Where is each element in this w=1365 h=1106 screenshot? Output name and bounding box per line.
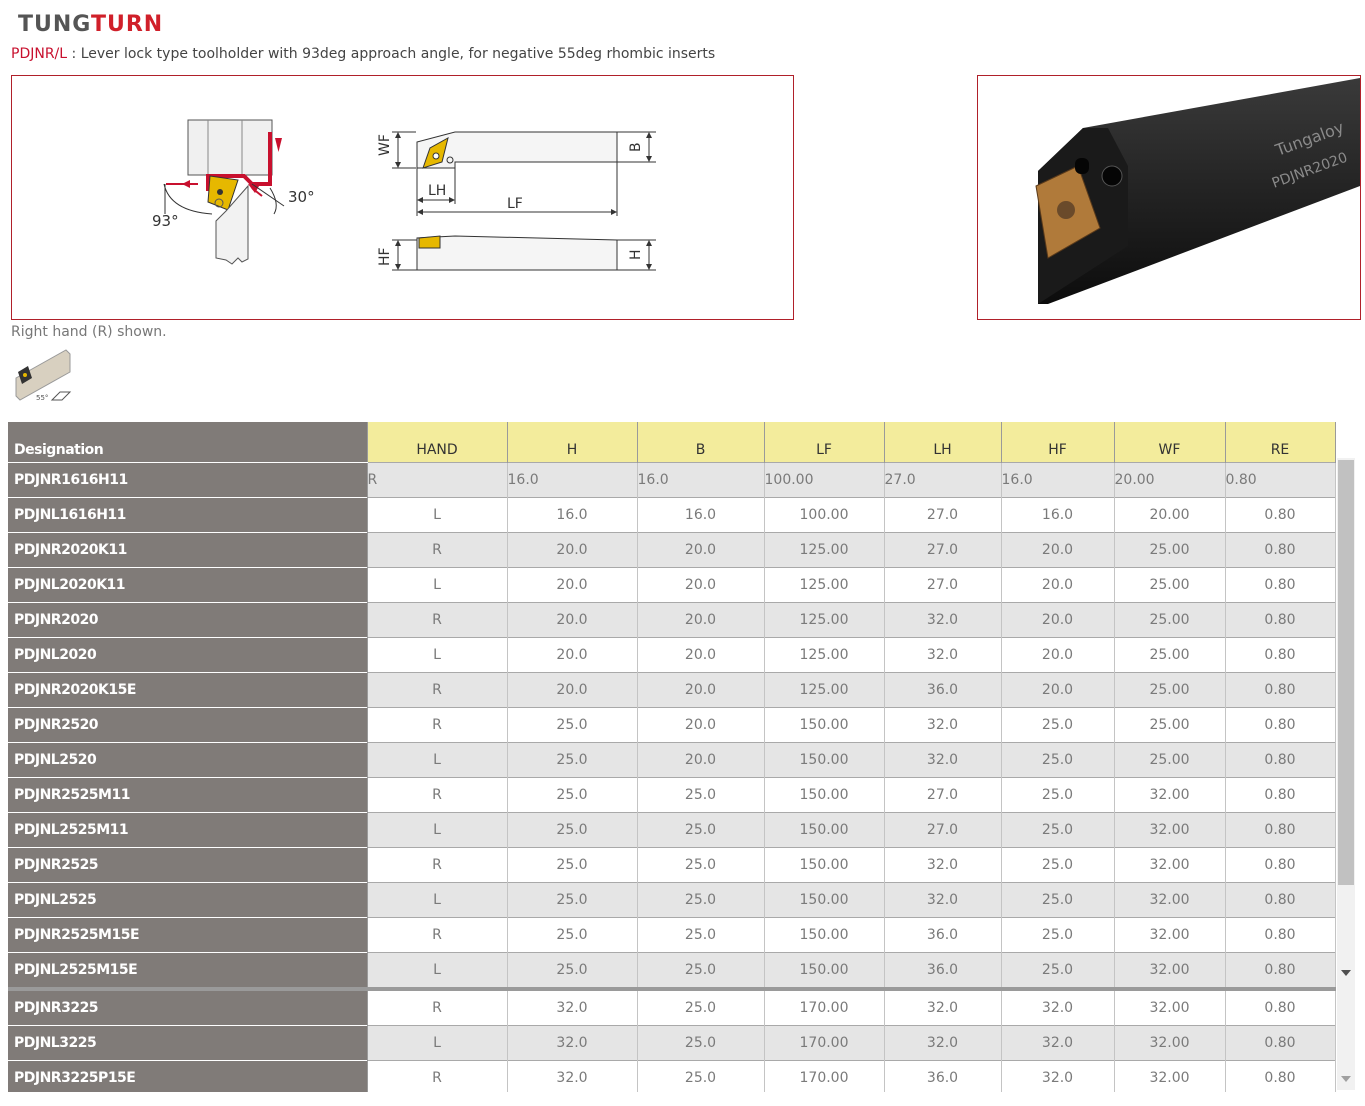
cell-re: 0.80 [1225, 708, 1335, 743]
cell-lf: 125.00 [764, 673, 884, 708]
cell-wf: 20.00 [1114, 463, 1225, 498]
cell-b: 20.0 [637, 568, 764, 603]
cell-b: 16.0 [637, 498, 764, 533]
cell-hf: 20.0 [1001, 673, 1114, 708]
cell-hf: 25.0 [1001, 778, 1114, 813]
cell-lh: 27.0 [884, 813, 1001, 848]
cell-wf: 32.00 [1114, 883, 1225, 918]
cell-lf: 150.00 [764, 883, 884, 918]
cell-wf: 25.00 [1114, 708, 1225, 743]
column-header-h: H [507, 422, 637, 463]
dim-lf-label: LF [507, 196, 523, 212]
cell-hand: R [367, 533, 507, 568]
cell-hf: 32.0 [1001, 989, 1114, 1026]
cell-b: 20.0 [637, 638, 764, 673]
cell-lh: 32.0 [884, 848, 1001, 883]
table-row[interactable] [8, 708, 1335, 743]
cell-hf: 25.0 [1001, 743, 1114, 778]
cell-h: 32.0 [507, 989, 637, 1026]
cell-hand: L [367, 813, 507, 848]
cell-hand: R [367, 778, 507, 813]
table-row[interactable] [8, 673, 1335, 708]
cell-b: 25.0 [637, 953, 764, 990]
cell-lh: 27.0 [884, 778, 1001, 813]
cell-hand: R [367, 603, 507, 638]
table-scrollbar-thumb[interactable] [1338, 460, 1354, 885]
cell-lh: 36.0 [884, 918, 1001, 953]
table-row[interactable] [8, 848, 1335, 883]
cell-re: 0.80 [1225, 848, 1335, 883]
cell-lh: 36.0 [884, 953, 1001, 990]
photo-brand: Tungaloy [1272, 117, 1347, 160]
cell-lh: 32.0 [884, 883, 1001, 918]
cell-re: 0.80 [1225, 673, 1335, 708]
product-photo [978, 76, 1360, 319]
cell-hf: 32.0 [1001, 1026, 1114, 1061]
cell-hand: R [367, 989, 507, 1026]
cell-lf: 125.00 [764, 568, 884, 603]
cell-hf: 25.0 [1001, 953, 1114, 990]
cell-lh: 36.0 [884, 1061, 1001, 1093]
brand-logo [18, 12, 163, 37]
cell-re: 0.80 [1225, 1061, 1335, 1093]
cell-hand: L [367, 743, 507, 778]
designation-cell: PDJNR2020 [8, 603, 367, 638]
hand-note: Right hand (R) shown. [11, 324, 167, 340]
designation-cell: PDJNL2525 [8, 883, 367, 918]
designation-cell: PDJNL2520 [8, 743, 367, 778]
designation-cell: PDJNL1616H11 [8, 498, 367, 533]
designation-cell: PDJNR2020K15E [8, 673, 367, 708]
logo-part2: TURN [90, 12, 164, 37]
table-row[interactable] [8, 533, 1335, 568]
cell-lh: 27.0 [884, 568, 1001, 603]
technical-drawing [12, 76, 793, 319]
designation-cell: PDJNR2525M15E [8, 918, 367, 953]
cell-h: 25.0 [507, 708, 637, 743]
cell-wf: 25.00 [1114, 533, 1225, 568]
column-header-designation: Designation [8, 422, 367, 463]
cell-lf: 150.00 [764, 708, 884, 743]
cell-hand: R [367, 848, 507, 883]
cell-h: 25.0 [507, 883, 637, 918]
approach-angle-label: 93° [152, 212, 179, 230]
cell-re: 0.80 [1225, 813, 1335, 848]
cell-lf: 150.00 [764, 918, 884, 953]
cell-lh: 27.0 [884, 533, 1001, 568]
cell-lf: 125.00 [764, 533, 884, 568]
cell-lf: 170.00 [764, 989, 884, 1026]
scroll-down-arrow-bottom-icon[interactable] [1341, 1076, 1351, 1082]
cell-lh: 32.0 [884, 1026, 1001, 1061]
cell-wf: 32.00 [1114, 1061, 1225, 1093]
cell-hf: 20.0 [1001, 533, 1114, 568]
cell-re: 0.80 [1225, 1026, 1335, 1061]
cell-wf: 25.00 [1114, 568, 1225, 603]
product-description: : Lever lock type toolholder with 93deg approach angle, for negative 55deg rhombic inserts [67, 46, 716, 62]
cell-b: 25.0 [637, 989, 764, 1026]
cell-h: 16.0 [507, 463, 637, 498]
designation-cell: PDJNL2020 [8, 638, 367, 673]
cell-b: 25.0 [637, 848, 764, 883]
cell-hf: 20.0 [1001, 603, 1114, 638]
table-row[interactable] [8, 1026, 1335, 1061]
table-body [8, 463, 1335, 1093]
cell-h: 25.0 [507, 848, 637, 883]
cell-hand: L [367, 638, 507, 673]
table-row[interactable] [8, 778, 1335, 813]
column-header-lf: LF [764, 422, 884, 463]
cell-lh: 32.0 [884, 989, 1001, 1026]
cell-h: 20.0 [507, 533, 637, 568]
cell-re: 0.80 [1225, 989, 1335, 1026]
product-code: PDJNR/L [11, 46, 68, 62]
cell-hf: 25.0 [1001, 708, 1114, 743]
cell-b: 20.0 [637, 743, 764, 778]
cell-hand: L [367, 568, 507, 603]
cell-h: 16.0 [507, 498, 637, 533]
dim-hf-label: HF [377, 247, 393, 266]
technical-drawing-panel [11, 75, 794, 320]
cell-lf: 150.00 [764, 953, 884, 990]
table-row[interactable] [8, 463, 1335, 498]
cell-wf: 25.00 [1114, 603, 1225, 638]
cell-lf: 125.00 [764, 638, 884, 673]
table-row[interactable] [8, 603, 1335, 638]
designation-cell: PDJNL2525M11 [8, 813, 367, 848]
cell-hand: R [367, 463, 507, 498]
designation-cell: PDJNR3225 [8, 989, 367, 1026]
table-row[interactable] [8, 638, 1335, 673]
dim-lh-label: LH [428, 183, 447, 199]
designation-cell: PDJNL2525M15E [8, 953, 367, 990]
table-row[interactable] [8, 813, 1335, 848]
lead-angle-label: 30° [288, 188, 315, 206]
designation-cell: PDJNL2020K11 [8, 568, 367, 603]
table-row[interactable] [8, 568, 1335, 603]
photo-model: PDJNR2020 [1269, 149, 1350, 192]
column-header-hf: HF [1001, 422, 1114, 463]
cell-lh: 36.0 [884, 673, 1001, 708]
logo-part1: TUNG [18, 12, 91, 37]
cell-lf: 150.00 [764, 743, 884, 778]
cell-lf: 170.00 [764, 1026, 884, 1061]
cell-re: 0.80 [1225, 498, 1335, 533]
table-row[interactable] [8, 953, 1335, 990]
cell-re: 0.80 [1225, 953, 1335, 990]
cell-lf: 150.00 [764, 848, 884, 883]
cell-wf: 32.00 [1114, 953, 1225, 990]
cell-wf: 32.00 [1114, 848, 1225, 883]
cell-lh: 27.0 [884, 498, 1001, 533]
column-header-hand: HAND [367, 422, 507, 463]
cell-lf: 100.00 [764, 498, 884, 533]
cell-lh: 32.0 [884, 743, 1001, 778]
cell-re: 0.80 [1225, 778, 1335, 813]
cell-hand: R [367, 1061, 507, 1093]
table-row[interactable] [8, 989, 1335, 1026]
cell-wf: 20.00 [1114, 498, 1225, 533]
table-row[interactable] [8, 498, 1335, 533]
cell-hf: 25.0 [1001, 813, 1114, 848]
thumb-angle-label: 55° [36, 394, 49, 402]
cell-hand: R [367, 918, 507, 953]
designation-cell: PDJNR3225P15E [8, 1061, 367, 1093]
cell-re: 0.80 [1225, 463, 1335, 498]
dim-wf-label: WF [377, 134, 393, 156]
cell-wf: 32.00 [1114, 989, 1225, 1026]
cell-re: 0.80 [1225, 743, 1335, 778]
cell-h: 25.0 [507, 918, 637, 953]
designation-cell: PDJNR2520 [8, 708, 367, 743]
cell-hf: 25.0 [1001, 848, 1114, 883]
cell-b: 25.0 [637, 918, 764, 953]
cell-re: 0.80 [1225, 533, 1335, 568]
cell-hf: 16.0 [1001, 498, 1114, 533]
table-header-row [8, 422, 1335, 463]
cell-hf: 32.0 [1001, 1061, 1114, 1093]
cell-wf: 32.00 [1114, 1026, 1225, 1061]
cell-b: 20.0 [637, 603, 764, 638]
spec-table-container[interactable] [8, 422, 1356, 1092]
cell-b: 25.0 [637, 778, 764, 813]
insert-thumbnail[interactable] [14, 348, 74, 406]
cell-hand: L [367, 953, 507, 990]
cell-b: 20.0 [637, 708, 764, 743]
cell-hf: 25.0 [1001, 883, 1114, 918]
cell-b: 25.0 [637, 1061, 764, 1093]
cell-h: 20.0 [507, 638, 637, 673]
cell-lf: 100.00 [764, 463, 884, 498]
cell-lf: 170.00 [764, 1061, 884, 1093]
dim-h-label: H [628, 249, 644, 260]
column-header-lh: LH [884, 422, 1001, 463]
scroll-down-arrow-icon[interactable] [1341, 970, 1351, 976]
cell-wf: 32.00 [1114, 813, 1225, 848]
cell-wf: 25.00 [1114, 638, 1225, 673]
cell-hand: L [367, 1026, 507, 1061]
designation-cell: PDJNL3225 [8, 1026, 367, 1061]
cell-b: 25.0 [637, 1026, 764, 1061]
cell-h: 20.0 [507, 603, 637, 638]
page-title [11, 46, 715, 62]
table-row[interactable] [8, 743, 1335, 778]
cell-b: 16.0 [637, 463, 764, 498]
cell-wf: 25.00 [1114, 743, 1225, 778]
cell-b: 25.0 [637, 813, 764, 848]
cell-h: 25.0 [507, 743, 637, 778]
designation-cell: PDJNR2525M11 [8, 778, 367, 813]
cell-re: 0.80 [1225, 918, 1335, 953]
cell-lf: 150.00 [764, 813, 884, 848]
cell-hand: R [367, 708, 507, 743]
spec-table [8, 422, 1336, 1092]
cell-lh: 32.0 [884, 603, 1001, 638]
cell-re: 0.80 [1225, 883, 1335, 918]
table-row[interactable] [8, 918, 1335, 953]
cell-hf: 16.0 [1001, 463, 1114, 498]
cell-h: 32.0 [507, 1026, 637, 1061]
cell-lf: 125.00 [764, 603, 884, 638]
cell-lh: 32.0 [884, 638, 1001, 673]
table-row[interactable] [8, 883, 1335, 918]
cell-h: 32.0 [507, 1061, 637, 1093]
cell-h: 25.0 [507, 953, 637, 990]
cell-wf: 32.00 [1114, 778, 1225, 813]
cell-h: 20.0 [507, 568, 637, 603]
cell-lh: 32.0 [884, 708, 1001, 743]
cell-re: 0.80 [1225, 603, 1335, 638]
designation-cell: PDJNR2525 [8, 848, 367, 883]
cell-lf: 150.00 [764, 778, 884, 813]
cell-b: 20.0 [637, 673, 764, 708]
cell-hand: R [367, 673, 507, 708]
designation-cell: PDJNR1616H11 [8, 463, 367, 498]
cell-re: 0.80 [1225, 568, 1335, 603]
table-row[interactable] [8, 1061, 1335, 1093]
cell-hand: L [367, 883, 507, 918]
cell-wf: 25.00 [1114, 673, 1225, 708]
cell-lh: 27.0 [884, 463, 1001, 498]
cell-hand: L [367, 498, 507, 533]
cell-b: 25.0 [637, 883, 764, 918]
designation-cell: PDJNR2020K11 [8, 533, 367, 568]
column-header-re: RE [1225, 422, 1335, 463]
cell-re: 0.80 [1225, 638, 1335, 673]
cell-wf: 32.00 [1114, 918, 1225, 953]
cell-hf: 20.0 [1001, 638, 1114, 673]
cell-h: 20.0 [507, 673, 637, 708]
column-header-wf: WF [1114, 422, 1225, 463]
column-header-b: B [637, 422, 764, 463]
cell-b: 20.0 [637, 533, 764, 568]
insert-thumbnail-image [14, 348, 74, 406]
dim-b-label: B [628, 142, 644, 152]
cell-hf: 20.0 [1001, 568, 1114, 603]
cell-hf: 25.0 [1001, 918, 1114, 953]
cell-h: 25.0 [507, 813, 637, 848]
product-photo-panel [977, 75, 1361, 320]
cell-h: 25.0 [507, 778, 637, 813]
